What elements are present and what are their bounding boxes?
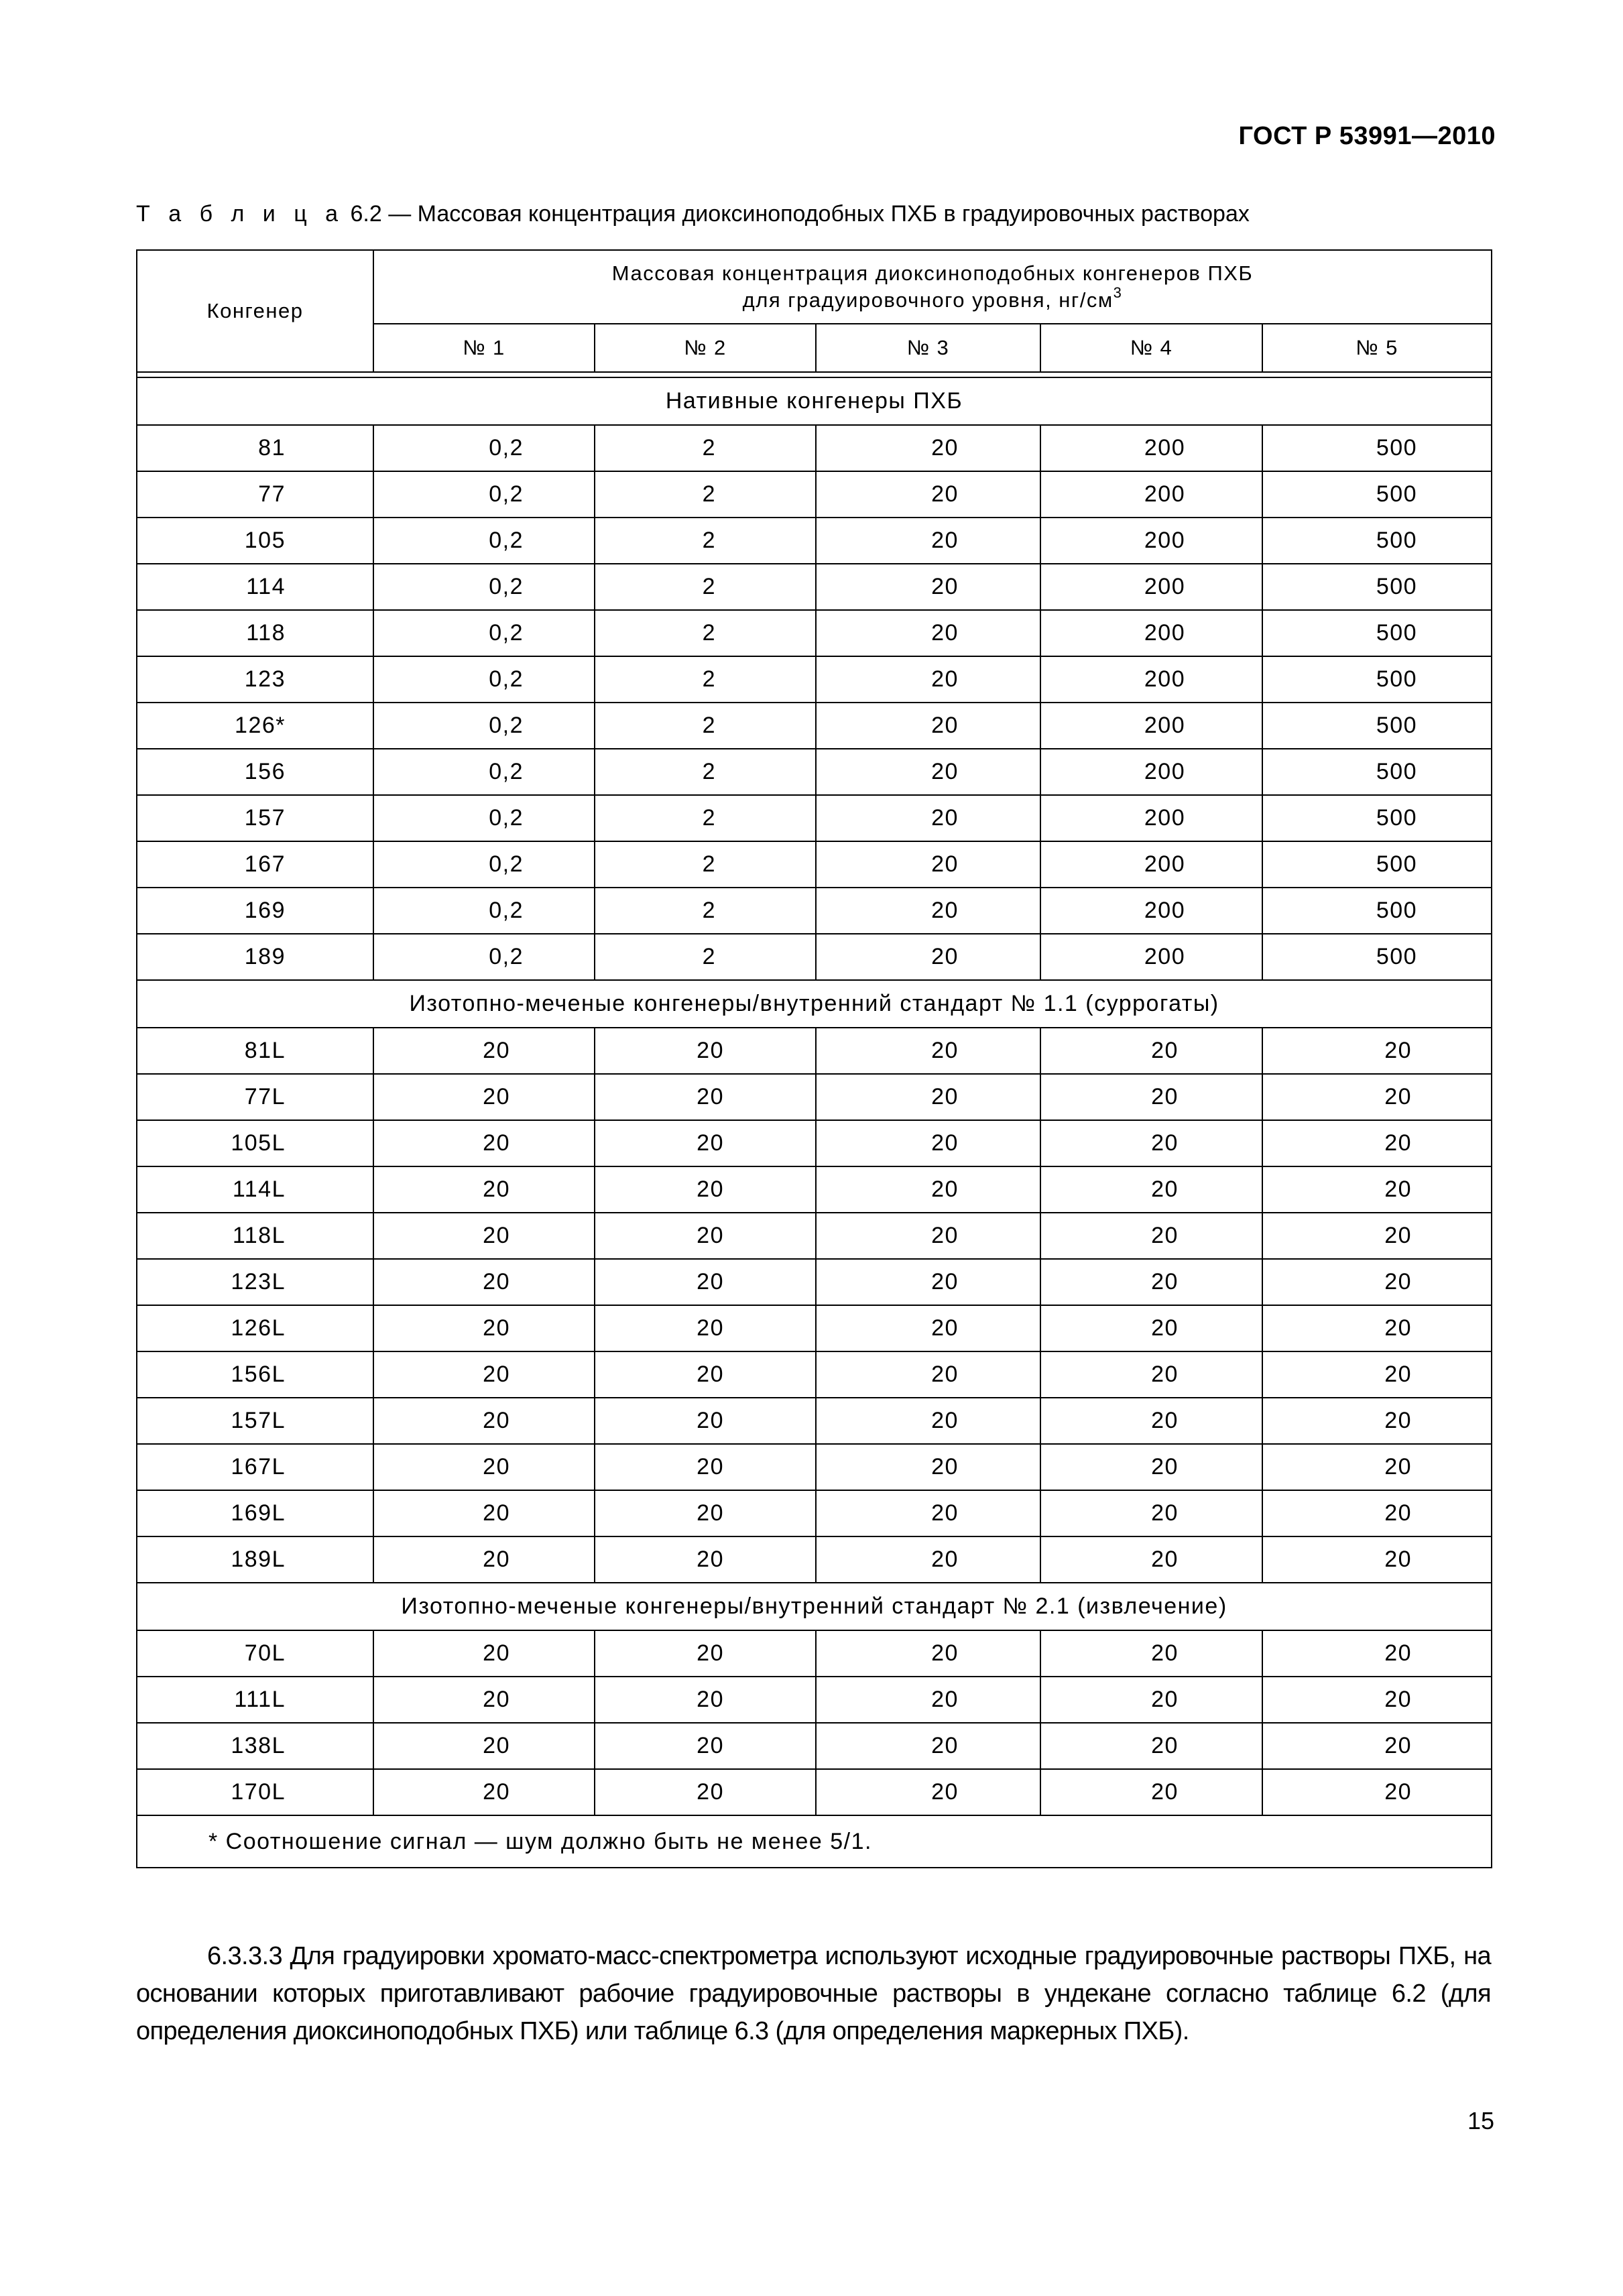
level-3-cell: 20 (816, 1259, 1040, 1305)
table-row (137, 1490, 1492, 1536)
level-2-cell: 20 (595, 1120, 816, 1166)
congener-cell: 169 (137, 888, 373, 934)
header-separator (137, 372, 1492, 377)
section-row (137, 377, 1492, 425)
level-2-cell: 2 (595, 703, 816, 749)
section-title: Нативные конгенеры ПХБ (137, 377, 1492, 425)
congener-cell: 77L (137, 1074, 373, 1120)
level-2-cell: 2 (595, 888, 816, 934)
level-2-cell: 20 (595, 1351, 816, 1398)
level-3-cell: 20 (816, 749, 1040, 795)
level-1-cell: 20 (373, 1028, 595, 1074)
level-3-cell: 20 (816, 1398, 1040, 1444)
header-unit-superscript: 3 (1113, 284, 1123, 301)
header-level-4: № 4 (1040, 324, 1262, 372)
page-number: 15 (1467, 2107, 1494, 2134)
congener-cell: 114 (137, 564, 373, 610)
section-row (137, 1583, 1492, 1630)
level-1-cell: 20 (373, 1536, 595, 1583)
level-1-cell: 20 (373, 1723, 595, 1769)
congener-cell: 157 (137, 795, 373, 841)
level-2-cell: 2 (595, 841, 816, 888)
table-row (137, 1536, 1492, 1583)
congener-cell: 111L (137, 1677, 373, 1723)
level-2-cell: 20 (595, 1259, 816, 1305)
level-4-cell: 20 (1040, 1259, 1262, 1305)
level-2-cell: 2 (595, 934, 816, 980)
table-row (137, 934, 1492, 980)
level-4-cell: 20 (1040, 1536, 1262, 1583)
level-1-cell: 0,2 (373, 888, 595, 934)
level-5-cell: 500 (1262, 703, 1492, 749)
level-5-cell: 500 (1262, 425, 1492, 471)
level-1-cell: 20 (373, 1769, 595, 1815)
table-row (137, 1166, 1492, 1213)
level-3-cell: 20 (816, 1305, 1040, 1351)
level-5-cell: 500 (1262, 471, 1492, 518)
level-5-cell: 500 (1262, 934, 1492, 980)
level-4-cell: 200 (1040, 471, 1262, 518)
level-2-cell: 20 (595, 1677, 816, 1723)
table-row (137, 1398, 1492, 1444)
caption-title: Массовая концентрация диоксиноподобных ПХБ в градуировочных растворах (417, 201, 1250, 227)
congener-cell: 170L (137, 1769, 373, 1815)
level-3-cell: 20 (816, 934, 1040, 980)
level-3-cell: 20 (816, 564, 1040, 610)
level-3-cell: 20 (816, 795, 1040, 841)
level-2-cell: 20 (595, 1305, 816, 1351)
level-1-cell: 20 (373, 1166, 595, 1213)
level-3-cell: 20 (816, 1490, 1040, 1536)
level-4-cell: 200 (1040, 888, 1262, 934)
level-1-cell: 0,2 (373, 749, 595, 795)
level-2-cell: 20 (595, 1490, 816, 1536)
congener-cell: 156 (137, 749, 373, 795)
header-level-2: № 2 (595, 324, 816, 372)
congener-cell: 189 (137, 934, 373, 980)
level-4-cell: 20 (1040, 1630, 1262, 1677)
level-5-cell: 500 (1262, 564, 1492, 610)
level-1-cell: 20 (373, 1259, 595, 1305)
level-5-cell: 20 (1262, 1120, 1492, 1166)
congener-cell: 81L (137, 1028, 373, 1074)
congener-cell: 156L (137, 1351, 373, 1398)
level-4-cell: 20 (1040, 1213, 1262, 1259)
level-3-cell: 20 (816, 425, 1040, 471)
level-3-cell: 20 (816, 841, 1040, 888)
table-caption (136, 201, 1250, 227)
footnote-row (137, 1815, 1492, 1868)
level-3-cell: 20 (816, 656, 1040, 703)
table-row (137, 1074, 1492, 1120)
level-3-cell: 20 (816, 888, 1040, 934)
level-4-cell: 20 (1040, 1398, 1262, 1444)
level-4-cell: 20 (1040, 1490, 1262, 1536)
table-row (137, 610, 1492, 656)
level-5-cell: 500 (1262, 888, 1492, 934)
level-4-cell: 20 (1040, 1723, 1262, 1769)
section-title: Изотопно-меченые конгенеры/внутренний стандарт № 1.1 (суррогаты) (137, 980, 1492, 1028)
congener-cell: 114L (137, 1166, 373, 1213)
level-5-cell: 20 (1262, 1305, 1492, 1351)
level-1-cell: 0,2 (373, 471, 595, 518)
level-3-cell: 20 (816, 1723, 1040, 1769)
level-5-cell: 20 (1262, 1630, 1492, 1677)
level-4-cell: 20 (1040, 1769, 1262, 1815)
level-2-cell: 2 (595, 564, 816, 610)
level-1-cell: 0,2 (373, 703, 595, 749)
header-congener: Конгенер (137, 250, 373, 372)
section-row (137, 980, 1492, 1028)
section-title: Изотопно-меченые конгенеры/внутренний стандарт № 2.1 (извлечение) (137, 1583, 1492, 1630)
level-2-cell: 20 (595, 1028, 816, 1074)
congener-cell: 105 (137, 518, 373, 564)
table-row (137, 1259, 1492, 1305)
header-level-1: № 1 (373, 324, 595, 372)
calibration-table (136, 249, 1492, 1868)
level-5-cell: 500 (1262, 518, 1492, 564)
level-3-cell: 20 (816, 1351, 1040, 1398)
level-4-cell: 20 (1040, 1305, 1262, 1351)
level-2-cell: 20 (595, 1630, 816, 1677)
table-row (137, 518, 1492, 564)
header-level-5: № 5 (1262, 324, 1492, 372)
level-1-cell: 0,2 (373, 564, 595, 610)
table-row (137, 749, 1492, 795)
level-2-cell: 20 (595, 1536, 816, 1583)
table-row (137, 1351, 1492, 1398)
level-1-cell: 0,2 (373, 610, 595, 656)
table-row (137, 564, 1492, 610)
table-row (137, 1630, 1492, 1677)
caption-number: 6.2 (350, 201, 382, 227)
level-2-cell: 20 (595, 1166, 816, 1213)
congener-cell: 167 (137, 841, 373, 888)
level-2-cell: 20 (595, 1398, 816, 1444)
table-body (137, 372, 1492, 1868)
level-5-cell: 20 (1262, 1444, 1492, 1490)
congener-cell: 123 (137, 656, 373, 703)
table-row (137, 1305, 1492, 1351)
level-4-cell: 20 (1040, 1677, 1262, 1723)
level-3-cell: 20 (816, 518, 1040, 564)
level-4-cell: 200 (1040, 564, 1262, 610)
congener-cell: 157L (137, 1398, 373, 1444)
level-2-cell: 2 (595, 425, 816, 471)
level-3-cell: 20 (816, 1444, 1040, 1490)
table-row (137, 425, 1492, 471)
congener-cell: 118 (137, 610, 373, 656)
level-5-cell: 20 (1262, 1490, 1492, 1536)
level-2-cell: 20 (595, 1769, 816, 1815)
level-5-cell: 500 (1262, 795, 1492, 841)
level-5-cell: 500 (1262, 656, 1492, 703)
level-4-cell: 200 (1040, 841, 1262, 888)
table-row (137, 703, 1492, 749)
table-row (137, 1120, 1492, 1166)
level-5-cell: 20 (1262, 1166, 1492, 1213)
level-1-cell: 20 (373, 1120, 595, 1166)
standard-id: ГОСТ Р 53991—2010 (1238, 122, 1496, 150)
level-4-cell: 200 (1040, 749, 1262, 795)
congener-cell: 70L (137, 1630, 373, 1677)
level-1-cell: 20 (373, 1630, 595, 1677)
level-3-cell: 20 (816, 1213, 1040, 1259)
level-1-cell: 0,2 (373, 841, 595, 888)
level-3-cell: 20 (816, 1677, 1040, 1723)
header-level-3: № 3 (816, 324, 1040, 372)
level-3-cell: 20 (816, 471, 1040, 518)
level-4-cell: 20 (1040, 1074, 1262, 1120)
level-3-cell: 20 (816, 1028, 1040, 1074)
level-2-cell: 2 (595, 795, 816, 841)
level-2-cell: 2 (595, 471, 816, 518)
congener-cell: 169L (137, 1490, 373, 1536)
level-1-cell: 20 (373, 1444, 595, 1490)
header-concentration-line1: Массовая концентрация диоксиноподобных конгенеров ПХБ (611, 261, 1254, 285)
level-5-cell: 20 (1262, 1028, 1492, 1074)
level-5-cell: 20 (1262, 1769, 1492, 1815)
level-1-cell: 20 (373, 1074, 595, 1120)
congener-cell: 167L (137, 1444, 373, 1490)
level-3-cell: 20 (816, 1769, 1040, 1815)
table-row (137, 1028, 1492, 1074)
level-1-cell: 20 (373, 1398, 595, 1444)
level-5-cell: 20 (1262, 1398, 1492, 1444)
level-3-cell: 20 (816, 1536, 1040, 1583)
level-5-cell: 500 (1262, 610, 1492, 656)
level-4-cell: 20 (1040, 1351, 1262, 1398)
level-5-cell: 20 (1262, 1259, 1492, 1305)
table-row (137, 1677, 1492, 1723)
level-2-cell: 20 (595, 1723, 816, 1769)
congener-cell: 105L (137, 1120, 373, 1166)
level-5-cell: 20 (1262, 1536, 1492, 1583)
level-4-cell: 200 (1040, 703, 1262, 749)
level-1-cell: 20 (373, 1213, 595, 1259)
level-4-cell: 200 (1040, 934, 1262, 980)
level-3-cell: 20 (816, 703, 1040, 749)
level-3-cell: 20 (816, 1630, 1040, 1677)
level-3-cell: 20 (816, 1120, 1040, 1166)
table-row (137, 1769, 1492, 1815)
level-1-cell: 0,2 (373, 656, 595, 703)
congener-cell: 138L (137, 1723, 373, 1769)
level-4-cell: 200 (1040, 610, 1262, 656)
level-5-cell: 20 (1262, 1723, 1492, 1769)
level-4-cell: 200 (1040, 425, 1262, 471)
level-5-cell: 20 (1262, 1351, 1492, 1398)
level-2-cell: 20 (595, 1213, 816, 1259)
level-4-cell: 20 (1040, 1120, 1262, 1166)
congener-cell: 126L (137, 1305, 373, 1351)
level-4-cell: 20 (1040, 1166, 1262, 1213)
table-row (137, 1444, 1492, 1490)
caption-label: Т а б л и ц а (136, 201, 345, 227)
level-2-cell: 20 (595, 1074, 816, 1120)
table-row (137, 656, 1492, 703)
level-1-cell: 20 (373, 1305, 595, 1351)
congener-cell: 118L (137, 1213, 373, 1259)
level-5-cell: 20 (1262, 1213, 1492, 1259)
level-2-cell: 2 (595, 610, 816, 656)
caption-dash: — (388, 201, 412, 227)
table-row (137, 471, 1492, 518)
congener-cell: 123L (137, 1259, 373, 1305)
table-row (137, 841, 1492, 888)
level-4-cell: 200 (1040, 795, 1262, 841)
level-4-cell: 20 (1040, 1028, 1262, 1074)
level-4-cell: 200 (1040, 656, 1262, 703)
level-2-cell: 2 (595, 518, 816, 564)
level-5-cell: 20 (1262, 1074, 1492, 1120)
header-concentration (373, 250, 1492, 324)
table-row (137, 888, 1492, 934)
congener-cell: 81 (137, 425, 373, 471)
paragraph-6-3-3-3: 6.3.3.3 Для градуировки хромато-масс-спектрометра используют исходные градуировочные растворы ПХБ, на основании которых приготавливают рабочие градуировочные растворы в ундекане согласно таблице 6.2 (для определения диоксиноподобных ПХБ) или таблице 6.3 (для определения маркерных ПХБ). (136, 1942, 1491, 2045)
level-1-cell: 20 (373, 1677, 595, 1723)
level-5-cell: 500 (1262, 841, 1492, 888)
level-4-cell: 200 (1040, 518, 1262, 564)
header-concentration-line2: для градуировочного уровня, нг/см (742, 288, 1114, 312)
level-1-cell: 20 (373, 1490, 595, 1536)
level-2-cell: 2 (595, 656, 816, 703)
level-1-cell: 20 (373, 1351, 595, 1398)
table-row (137, 1213, 1492, 1259)
level-2-cell: 20 (595, 1444, 816, 1490)
level-1-cell: 0,2 (373, 425, 595, 471)
level-1-cell: 0,2 (373, 934, 595, 980)
level-3-cell: 20 (816, 610, 1040, 656)
table-row (137, 795, 1492, 841)
table-row (137, 1723, 1492, 1769)
level-3-cell: 20 (816, 1074, 1040, 1120)
level-1-cell: 0,2 (373, 795, 595, 841)
level-5-cell: 20 (1262, 1677, 1492, 1723)
congener-cell: 77 (137, 471, 373, 518)
level-2-cell: 2 (595, 749, 816, 795)
level-1-cell: 0,2 (373, 518, 595, 564)
congener-cell: 189L (137, 1536, 373, 1583)
congener-cell: 126* (137, 703, 373, 749)
level-5-cell: 500 (1262, 749, 1492, 795)
level-3-cell: 20 (816, 1166, 1040, 1213)
level-4-cell: 20 (1040, 1444, 1262, 1490)
footnote: * Соотношение сигнал — шум должно быть не менее 5/1. (137, 1815, 1492, 1868)
